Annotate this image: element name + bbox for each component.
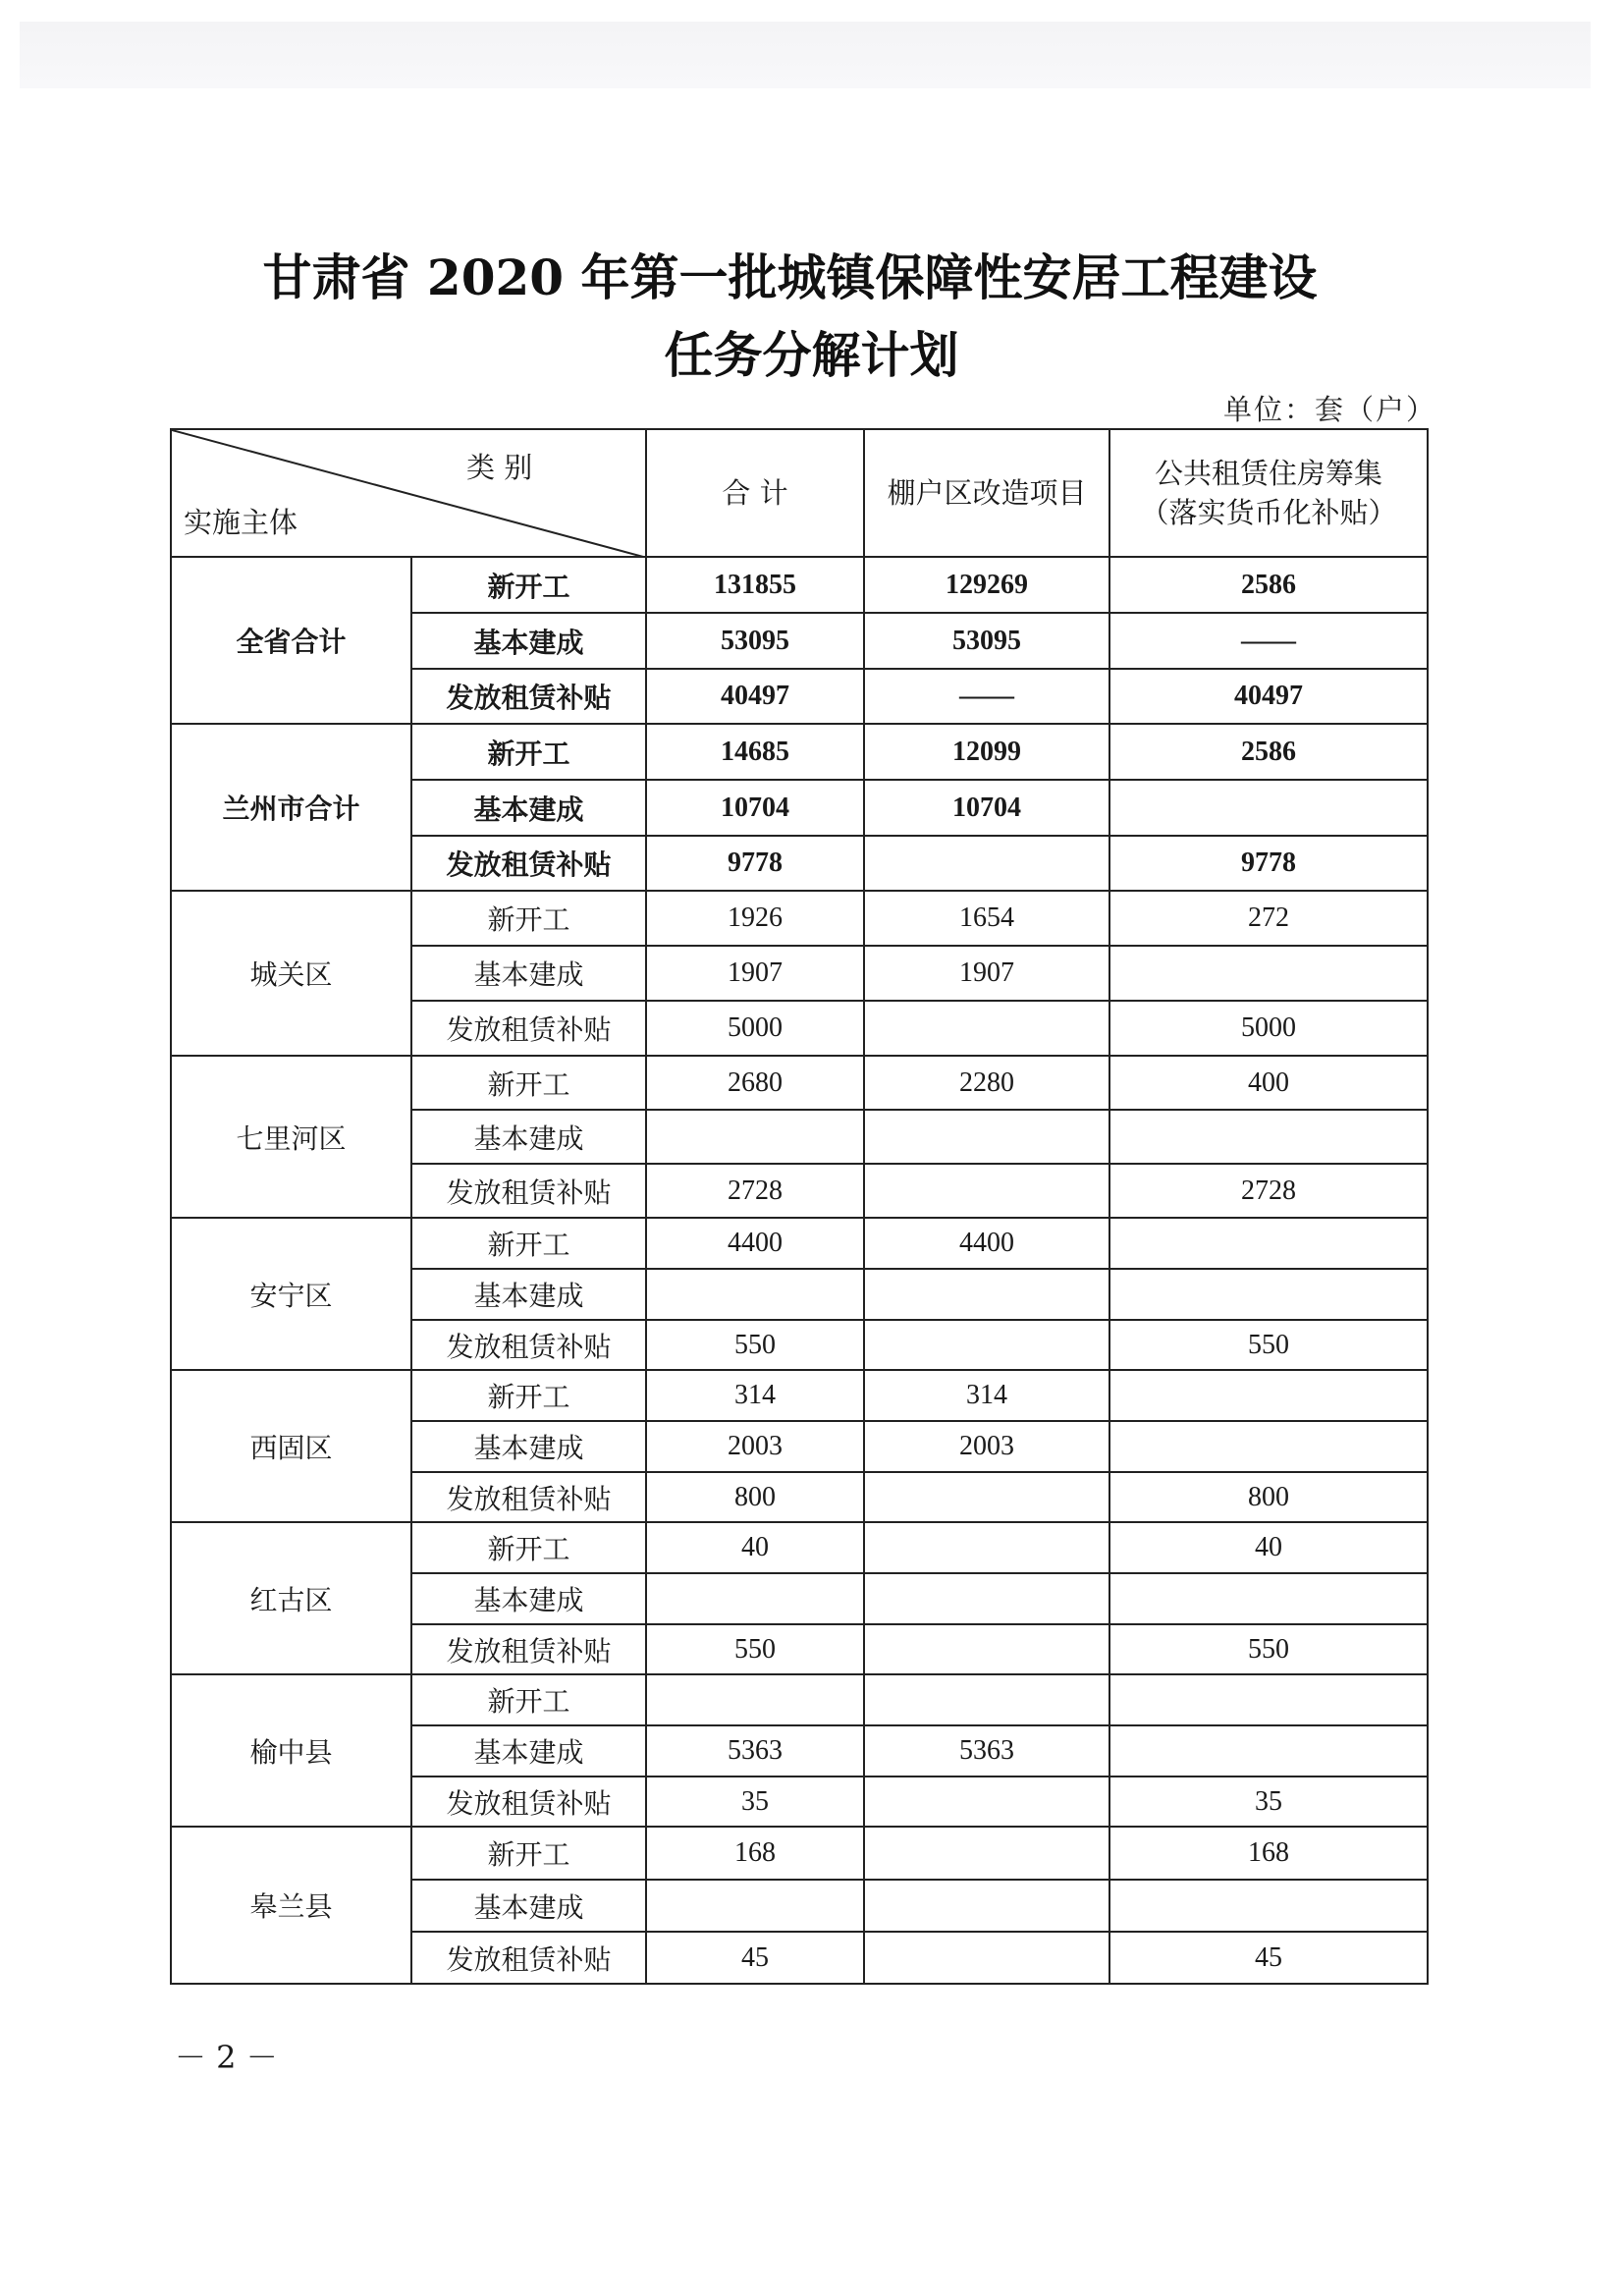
column-header-shantytown: 棚户区改造项目 — [864, 429, 1109, 557]
task-type-cell: 新开工 — [411, 1370, 646, 1421]
shantytown-cell — [864, 1269, 1109, 1320]
total-cell — [646, 1269, 864, 1320]
shantytown-cell — [864, 1522, 1109, 1573]
page-number: － 2 － — [175, 2039, 278, 2076]
total-cell: 2003 — [646, 1421, 864, 1472]
shantytown-cell — [864, 1573, 1109, 1624]
total-cell: 131855 — [646, 557, 864, 613]
task-type-cell: 新开工 — [411, 1674, 646, 1725]
shantytown-cell — [864, 836, 1109, 891]
total-cell: 2680 — [646, 1056, 864, 1110]
task-type-cell: 基本建成 — [411, 1421, 646, 1472]
entity-label: 实施主体 — [184, 506, 298, 539]
scan-edge-shading — [20, 22, 1591, 88]
public-rental-cell: 35 — [1109, 1777, 1428, 1827]
column-header-total: 合 计 — [646, 429, 864, 557]
shantytown-cell — [864, 1932, 1109, 1984]
total-cell: 35 — [646, 1777, 864, 1827]
entity-cell: 安宁区 — [171, 1218, 411, 1370]
task-type-cell: 新开工 — [411, 1218, 646, 1269]
table-row — [171, 891, 1428, 946]
task-type-cell: 新开工 — [411, 891, 646, 946]
column-header-public-rental-line1: 公共租赁住房筹集 — [1154, 457, 1382, 490]
shantytown-cell: 314 — [864, 1370, 1109, 1421]
task-type-cell: 基本建成 — [411, 946, 646, 1001]
task-type-cell: 基本建成 — [411, 613, 646, 669]
entity-cell: 榆中县 — [171, 1674, 411, 1827]
shantytown-cell: —— — [864, 669, 1109, 724]
task-type-cell: 发放租赁补贴 — [411, 836, 646, 891]
table-row — [171, 1056, 1428, 1110]
task-type-cell: 基本建成 — [411, 1880, 646, 1932]
shantytown-cell: 2003 — [864, 1421, 1109, 1472]
total-cell: 168 — [646, 1827, 864, 1880]
column-header-public-rental — [1109, 429, 1428, 557]
task-type-cell: 发放租赁补贴 — [411, 1472, 646, 1522]
public-rental-cell: 800 — [1109, 1472, 1428, 1522]
task-type-cell: 新开工 — [411, 1522, 646, 1573]
shantytown-cell: 10704 — [864, 780, 1109, 836]
task-type-cell: 发放租赁补贴 — [411, 1001, 646, 1056]
entity-cell: 城关区 — [171, 891, 411, 1056]
public-rental-cell: —— — [1109, 613, 1428, 669]
public-rental-cell: 168 — [1109, 1827, 1428, 1880]
entity-cell: 西固区 — [171, 1370, 411, 1522]
total-cell: 45 — [646, 1932, 864, 1984]
public-rental-cell — [1109, 780, 1428, 836]
public-rental-cell: 5000 — [1109, 1001, 1428, 1056]
public-rental-cell — [1109, 1674, 1428, 1725]
public-rental-cell — [1109, 1110, 1428, 1164]
public-rental-cell — [1109, 1370, 1428, 1421]
public-rental-cell: 40 — [1109, 1522, 1428, 1573]
total-cell: 40 — [646, 1522, 864, 1573]
total-cell: 550 — [646, 1624, 864, 1674]
entity-cell: 七里河区 — [171, 1056, 411, 1218]
public-rental-cell — [1109, 1218, 1428, 1269]
public-rental-cell — [1109, 1421, 1428, 1472]
public-rental-cell: 2728 — [1109, 1164, 1428, 1218]
total-cell: 800 — [646, 1472, 864, 1522]
public-rental-cell: 45 — [1109, 1932, 1428, 1984]
table-row — [171, 724, 1428, 780]
shantytown-cell: 53095 — [864, 613, 1109, 669]
shantytown-cell — [864, 1827, 1109, 1880]
public-rental-cell: 272 — [1109, 891, 1428, 946]
shantytown-cell — [864, 1001, 1109, 1056]
total-cell: 10704 — [646, 780, 864, 836]
entity-cell: 兰州市合计 — [171, 724, 411, 891]
table-row — [171, 1370, 1428, 1421]
task-type-cell: 新开工 — [411, 1827, 646, 1880]
public-rental-cell — [1109, 946, 1428, 1001]
public-rental-cell: 550 — [1109, 1624, 1428, 1674]
public-rental-cell: 2586 — [1109, 557, 1428, 613]
table-row — [171, 1674, 1428, 1725]
entity-cell: 皋兰县 — [171, 1827, 411, 1984]
task-type-cell: 基本建成 — [411, 780, 646, 836]
public-rental-cell: 2586 — [1109, 724, 1428, 780]
entity-cell: 全省合计 — [171, 557, 411, 724]
task-type-cell: 新开工 — [411, 557, 646, 613]
shantytown-cell: 1654 — [864, 891, 1109, 946]
shantytown-cell: 4400 — [864, 1218, 1109, 1269]
total-cell: 2728 — [646, 1164, 864, 1218]
task-type-cell: 基本建成 — [411, 1269, 646, 1320]
task-type-cell: 基本建成 — [411, 1573, 646, 1624]
shantytown-cell: 12099 — [864, 724, 1109, 780]
public-rental-cell: 550 — [1109, 1320, 1428, 1370]
public-rental-cell: 9778 — [1109, 836, 1428, 891]
total-cell — [646, 1573, 864, 1624]
shantytown-cell: 1907 — [864, 946, 1109, 1001]
table-row — [171, 1218, 1428, 1269]
shantytown-cell — [864, 1624, 1109, 1674]
public-rental-cell — [1109, 1725, 1428, 1777]
total-cell: 9778 — [646, 836, 864, 891]
shantytown-cell — [864, 1674, 1109, 1725]
total-cell: 40497 — [646, 669, 864, 724]
total-cell — [646, 1110, 864, 1164]
total-cell: 550 — [646, 1320, 864, 1370]
public-rental-cell: 400 — [1109, 1056, 1428, 1110]
column-header-public-rental-line2: （落实货币化补贴） — [1140, 496, 1397, 529]
task-type-cell: 发放租赁补贴 — [411, 1932, 646, 1984]
shantytown-cell — [864, 1472, 1109, 1522]
task-type-cell: 新开工 — [411, 724, 646, 780]
shantytown-cell: 5363 — [864, 1725, 1109, 1777]
task-allocation-table — [170, 428, 1429, 1985]
task-type-cell: 基本建成 — [411, 1110, 646, 1164]
task-type-cell: 基本建成 — [411, 1725, 646, 1777]
shantytown-cell: 2280 — [864, 1056, 1109, 1110]
task-type-cell: 发放租赁补贴 — [411, 1624, 646, 1674]
table-row — [171, 1522, 1428, 1573]
document-title-line2: 任务分解计划 — [664, 326, 959, 384]
shantytown-cell: 129269 — [864, 557, 1109, 613]
total-cell: 4400 — [646, 1218, 864, 1269]
total-cell: 1926 — [646, 891, 864, 946]
shantytown-cell — [864, 1777, 1109, 1827]
task-type-cell: 发放租赁补贴 — [411, 669, 646, 724]
table-row — [171, 557, 1428, 613]
task-type-cell: 发放租赁补贴 — [411, 1164, 646, 1218]
shantytown-cell — [864, 1110, 1109, 1164]
total-cell: 5000 — [646, 1001, 864, 1056]
document-title-line1: 甘肃省 2020 年第一批城镇保障性安居工程建设 — [262, 248, 1318, 306]
task-type-cell: 发放租赁补贴 — [411, 1320, 646, 1370]
public-rental-cell — [1109, 1573, 1428, 1624]
total-cell: 1907 — [646, 946, 864, 1001]
total-cell — [646, 1880, 864, 1932]
public-rental-cell — [1109, 1880, 1428, 1932]
category-label: 类 别 — [466, 451, 533, 484]
task-type-cell: 新开工 — [411, 1056, 646, 1110]
shantytown-cell — [864, 1320, 1109, 1370]
table-header-row — [171, 429, 1428, 557]
total-cell: 14685 — [646, 724, 864, 780]
table-row — [171, 1827, 1428, 1880]
total-cell — [646, 1674, 864, 1725]
total-cell: 314 — [646, 1370, 864, 1421]
entity-cell: 红古区 — [171, 1522, 411, 1674]
shantytown-cell — [864, 1164, 1109, 1218]
shantytown-cell — [864, 1880, 1109, 1932]
public-rental-cell — [1109, 1269, 1428, 1320]
total-cell: 53095 — [646, 613, 864, 669]
total-cell: 5363 — [646, 1725, 864, 1777]
task-type-cell: 发放租赁补贴 — [411, 1777, 646, 1827]
diagonal-header-cell — [171, 429, 646, 557]
public-rental-cell: 40497 — [1109, 669, 1428, 724]
unit-label: 单位：套（户） — [1222, 393, 1436, 426]
